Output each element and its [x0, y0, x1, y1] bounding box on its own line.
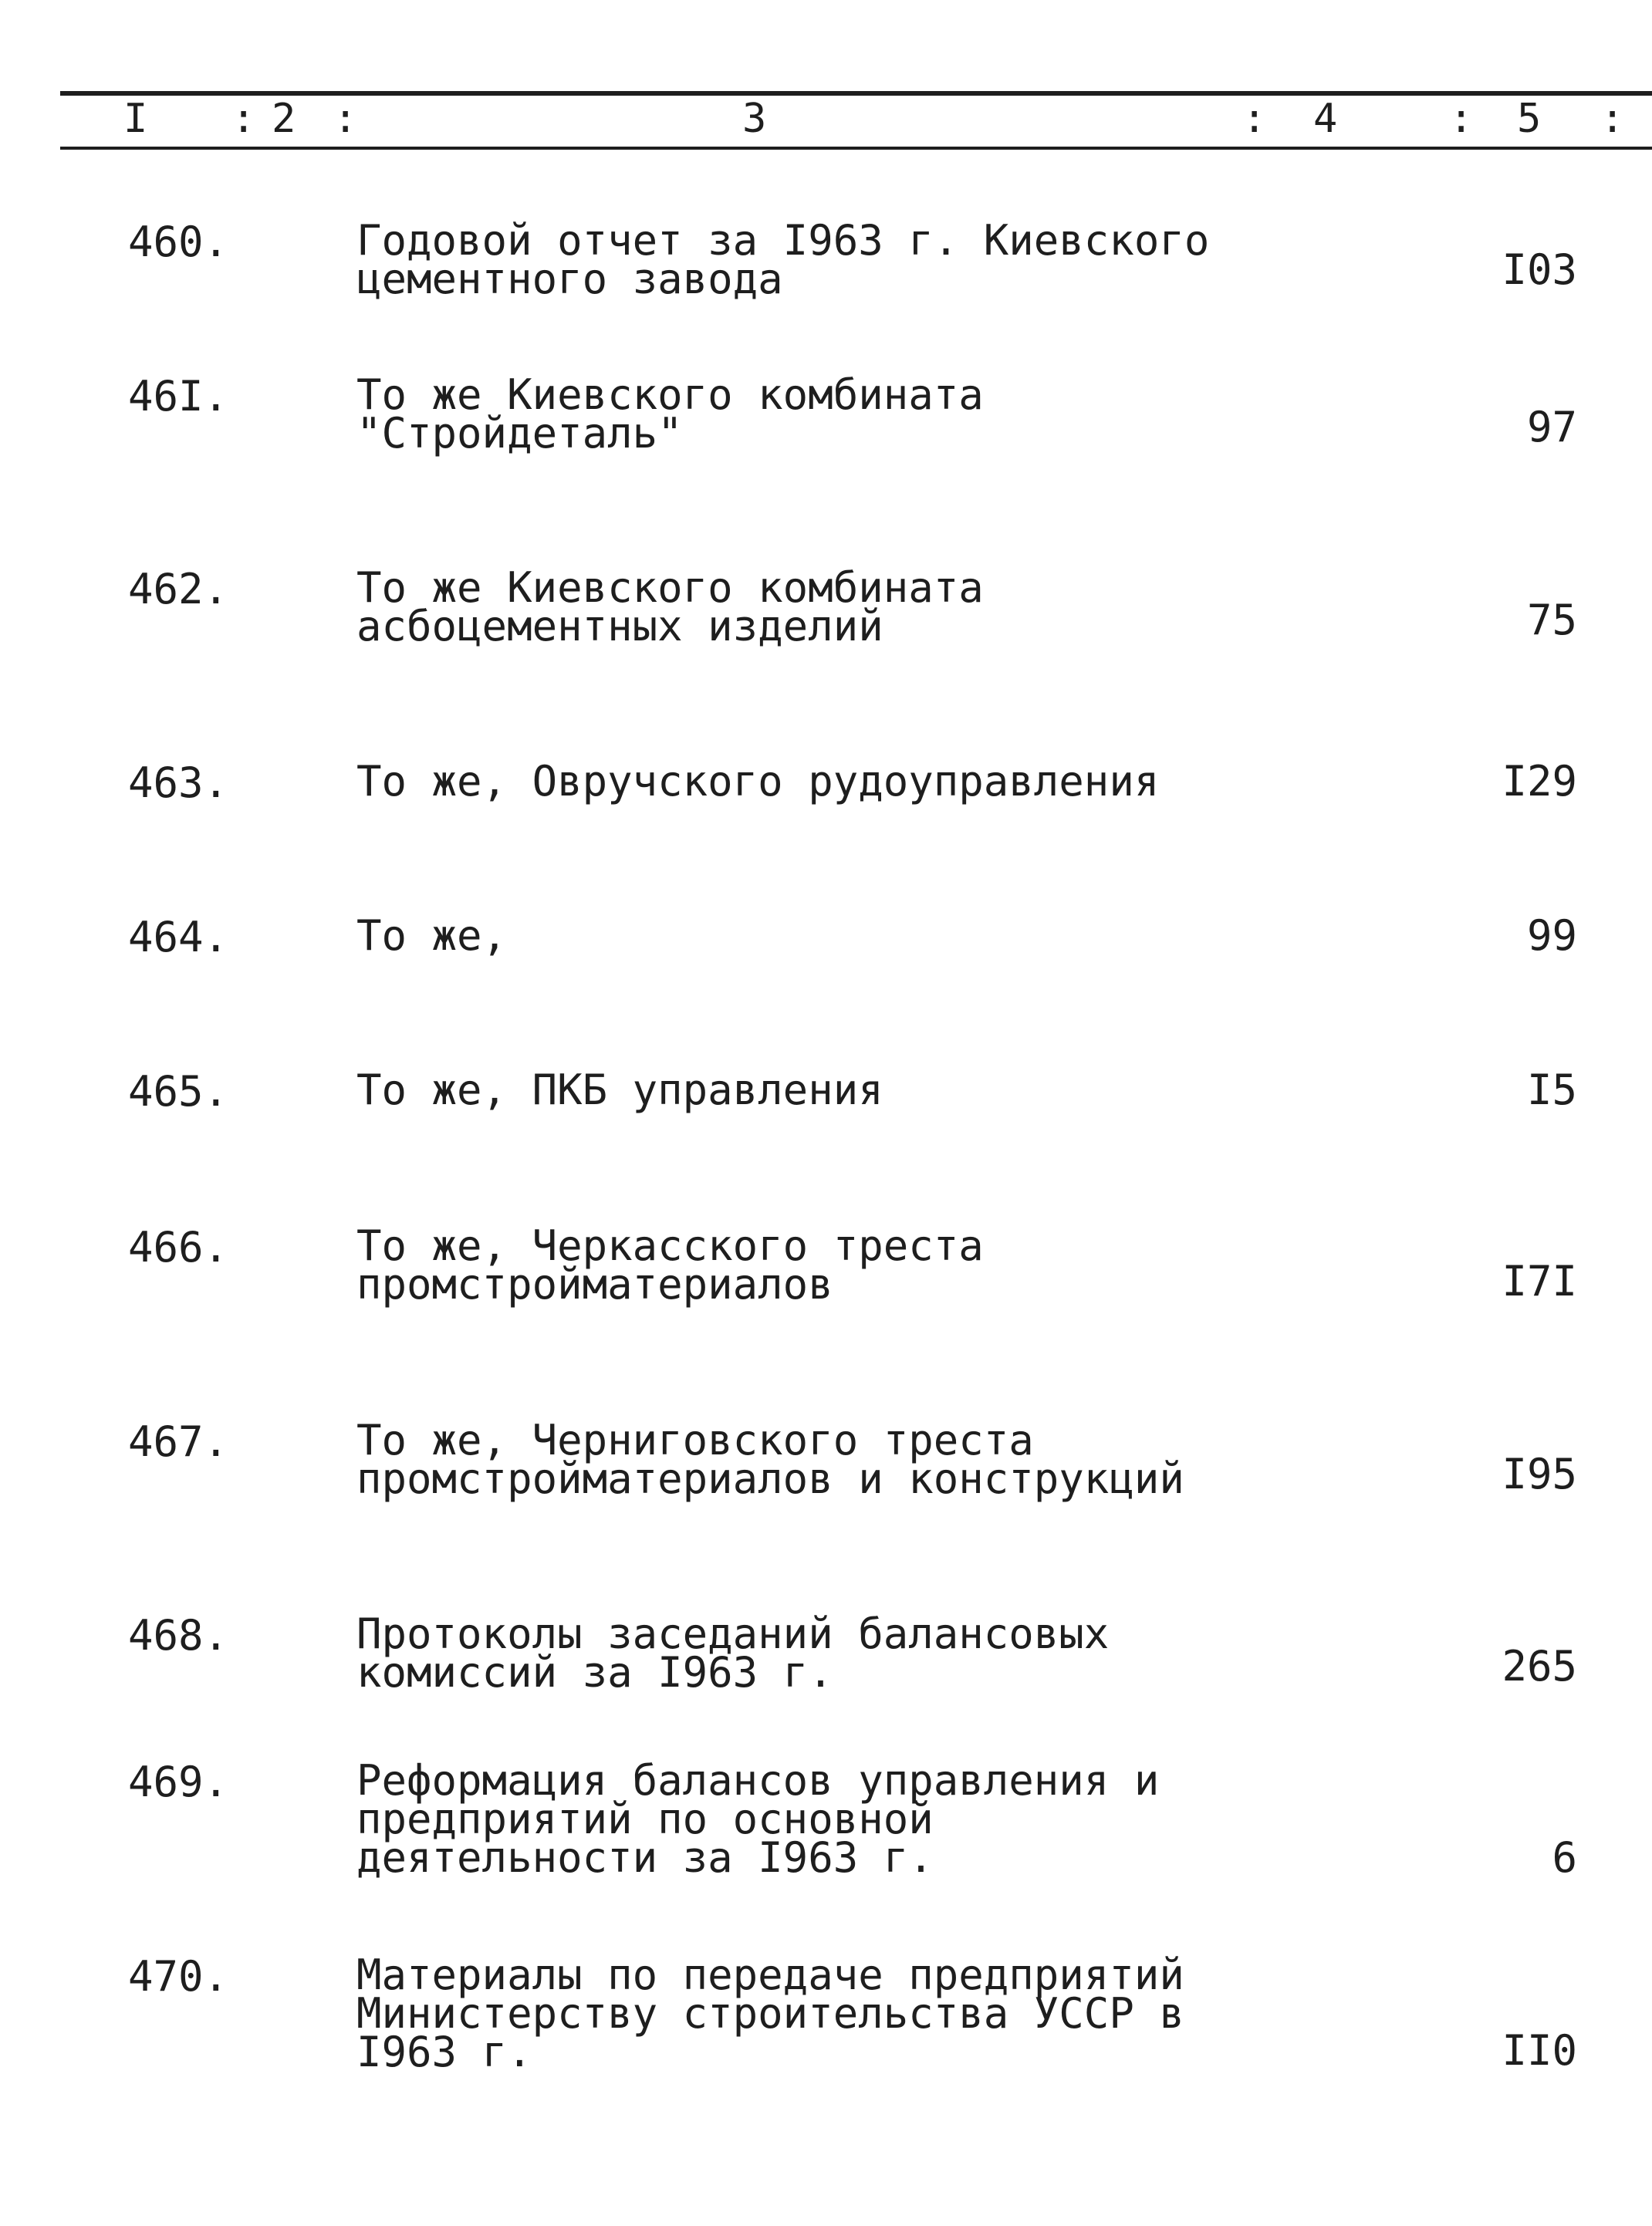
- sheet-count: 75: [1526, 596, 1577, 644]
- sheet-count: I5: [1526, 1066, 1577, 1114]
- sheet-count: 99: [1526, 911, 1577, 960]
- header-col-2: 2: [272, 96, 296, 142]
- item-title: То же, Овручского рудоуправления: [356, 757, 1160, 806]
- header-separator: :: [1449, 96, 1474, 142]
- sheet-count: I03: [1502, 245, 1577, 294]
- item-title: Годовой отчет за I963 г. Киевского цементного завода: [356, 216, 1210, 303]
- sheet-count: I29: [1502, 757, 1577, 806]
- header-separator: :: [1600, 96, 1625, 142]
- header-col-4: 4: [1313, 96, 1338, 142]
- item-title: То же, Черниговского треста промстройматериалов и конструкций: [356, 1416, 1184, 1503]
- sheet-count: II0: [1502, 2026, 1577, 2075]
- item-title: То же Киевского комбината асбоцементных изделий: [356, 563, 984, 650]
- header-col-1: I: [123, 96, 148, 142]
- item-title: Протоколы заседаний балансовых комиссий за I963 г.: [356, 1610, 1110, 1697]
- header-separator: :: [231, 96, 256, 142]
- item-title: То же, Черкасского треста промстройматериалов: [356, 1221, 984, 1309]
- header-separator: :: [333, 96, 358, 142]
- item-number: 460.: [128, 218, 229, 266]
- item-number: 466.: [128, 1223, 229, 1272]
- item-title: Материалы по передаче предприятий Министерству строительства УССР в I963 г.: [356, 1951, 1184, 2076]
- item-number: 464.: [128, 913, 229, 961]
- header-bottom-rule: [60, 147, 1652, 150]
- item-title: То же, ПКБ управления: [356, 1066, 883, 1114]
- sheet-count: 265: [1502, 1642, 1577, 1691]
- column-header: [0, 91, 1652, 147]
- sheet-count: 6: [1552, 1833, 1577, 1882]
- header-separator: :: [1242, 96, 1267, 142]
- sheet-count: I7I: [1502, 1257, 1577, 1306]
- item-title: Реформация балансов управления и предприятий по основной деятельности за I963 г.: [356, 1756, 1160, 1882]
- item-number: 463.: [128, 758, 229, 807]
- sheet-count: I95: [1502, 1450, 1577, 1498]
- header-col-5: 5: [1517, 96, 1542, 142]
- item-number: 470.: [128, 1952, 229, 2001]
- item-number: 469.: [128, 1758, 229, 1806]
- item-title: То же Киевского комбината "Стройдеталь": [356, 370, 984, 458]
- item-number: 465.: [128, 1067, 229, 1116]
- item-number: 462.: [128, 565, 229, 613]
- sheet-count: 97: [1526, 403, 1577, 451]
- item-number: 46I.: [128, 372, 229, 421]
- header-col-3: 3: [742, 96, 767, 142]
- item-number: 468.: [128, 1611, 229, 1660]
- item-title: То же,: [356, 911, 508, 960]
- item-number: 467.: [128, 1417, 229, 1466]
